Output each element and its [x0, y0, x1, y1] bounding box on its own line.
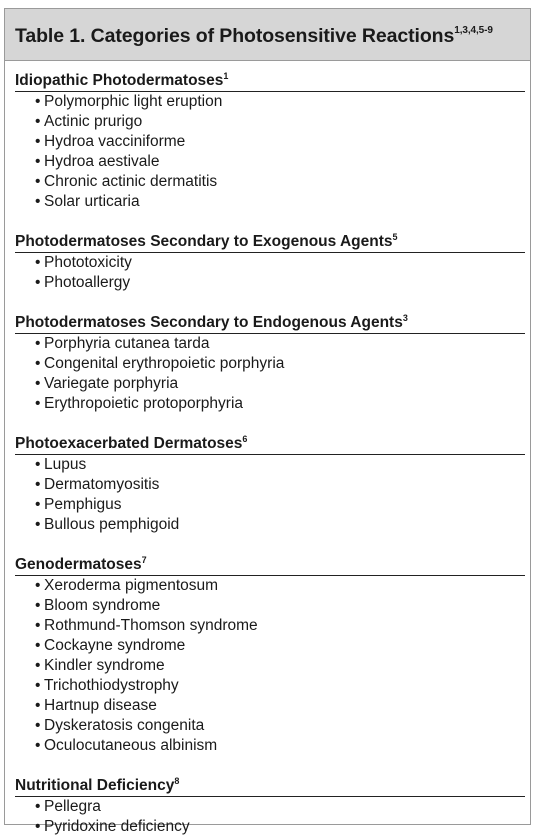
list-item-label: Porphyria cutanea tarda [44, 335, 210, 352]
list-item [15, 616, 530, 636]
bullet-icon: • [35, 798, 41, 815]
list-item-label: Bullous pemphigoid [44, 516, 180, 533]
list-item [15, 736, 530, 756]
bullet-icon: • [35, 113, 41, 130]
list-item [15, 92, 530, 112]
section-heading [15, 67, 525, 92]
bullet-icon: • [35, 818, 41, 835]
list-item [15, 253, 530, 273]
list-item-label: Cockayne syndrome [44, 637, 186, 654]
bullet-icon: • [35, 737, 41, 754]
bullet-icon: • [35, 476, 41, 493]
section-heading-ref: 8 [174, 776, 180, 786]
list-item [15, 374, 530, 394]
list-item [15, 354, 530, 374]
list-item-label: Congenital erythropoietic porphyria [44, 355, 285, 372]
list-item-label: Hydroa aestivale [44, 153, 160, 170]
list-item [15, 172, 530, 192]
list-item [15, 515, 530, 535]
section-item-list [15, 334, 530, 414]
section-item-list [15, 797, 530, 837]
section-item-list [15, 253, 530, 293]
list-item-label: Hydroa vacciniforme [44, 133, 186, 150]
section-heading-text: Photodermatoses Secondary to Endogenous Agents [15, 314, 403, 331]
list-item [15, 636, 530, 656]
section-heading-text: Genodermatoses [15, 556, 142, 573]
bullet-icon: • [35, 637, 41, 654]
table-section [15, 309, 530, 414]
section-heading [15, 430, 525, 455]
bullet-icon: • [35, 395, 41, 412]
list-item-label: Pemphigus [44, 496, 122, 513]
section-heading [15, 309, 525, 334]
list-item-label: Dyskeratosis congenita [44, 717, 205, 734]
list-item-label: Lupus [44, 456, 87, 473]
list-item [15, 152, 530, 172]
list-item [15, 596, 530, 616]
table-section [15, 551, 530, 756]
section-heading-ref: 1 [223, 71, 229, 81]
section-heading-text: Photoexacerbated Dermatoses [15, 435, 243, 452]
bullet-icon: • [35, 456, 41, 473]
list-item [15, 334, 530, 354]
table-body [5, 61, 530, 837]
section-heading-text: Idiopathic Photodermatoses [15, 72, 224, 89]
section-heading-text: Nutritional Deficiency [15, 777, 175, 794]
list-item [15, 716, 530, 736]
table-title-refs: 1,3,4,5-9 [454, 25, 493, 36]
bullet-icon: • [35, 193, 41, 210]
list-item-label: Erythropoietic protoporphyria [44, 395, 244, 412]
bullet-icon: • [35, 375, 41, 392]
table-section [15, 772, 530, 837]
table-section [15, 228, 530, 293]
list-item [15, 817, 530, 837]
list-item-label: Pyridoxine deficiency [44, 818, 190, 835]
bullet-icon: • [35, 93, 41, 110]
section-heading-ref: 5 [392, 232, 398, 242]
list-item [15, 455, 530, 475]
section-heading [15, 551, 525, 576]
list-item [15, 656, 530, 676]
section-heading [15, 228, 525, 253]
bullet-icon: • [35, 335, 41, 352]
table-section [15, 67, 530, 212]
bullet-icon: • [35, 657, 41, 674]
bullet-icon: • [35, 697, 41, 714]
bullet-icon: • [35, 577, 41, 594]
list-item-label: Xeroderma pigmentosum [44, 577, 219, 594]
section-heading [15, 772, 525, 797]
bullet-icon: • [35, 133, 41, 150]
section-heading-ref: 3 [402, 313, 408, 323]
list-item [15, 576, 530, 596]
list-item-label: Pellegra [44, 798, 101, 815]
list-item [15, 475, 530, 495]
list-item [15, 273, 530, 293]
list-item [15, 112, 530, 132]
list-item-label: Variegate porphyria [44, 375, 179, 392]
bullet-icon: • [35, 153, 41, 170]
list-item-label: Polymorphic light eruption [44, 93, 223, 110]
bullet-icon: • [35, 274, 41, 291]
list-item-label: Bloom syndrome [44, 597, 161, 614]
table-section [15, 430, 530, 535]
bullet-icon: • [35, 496, 41, 513]
list-item [15, 394, 530, 414]
bullet-icon: • [35, 597, 41, 614]
list-item-label: Solar urticaria [44, 193, 140, 210]
bullet-icon: • [35, 254, 41, 271]
section-item-list [15, 576, 530, 756]
list-item-label: Rothmund-Thomson syndrome [44, 617, 258, 634]
list-item-label: Trichothiodystrophy [44, 677, 179, 694]
section-item-list [15, 455, 530, 535]
bullet-icon: • [35, 677, 41, 694]
list-item [15, 797, 530, 817]
list-item [15, 676, 530, 696]
list-item-label: Oculocutaneous albinism [44, 737, 218, 754]
table-title-bar [5, 9, 530, 61]
list-item-label: Dermatomyositis [44, 476, 160, 493]
list-item [15, 132, 530, 152]
section-heading-text: Photodermatoses Secondary to Exogenous Agents [15, 233, 393, 250]
list-item-label: Hartnup disease [44, 697, 157, 714]
list-item-label: Phototoxicity [44, 254, 132, 271]
list-item [15, 495, 530, 515]
list-item [15, 192, 530, 212]
bullet-icon: • [35, 516, 41, 533]
list-item [15, 696, 530, 716]
categories-table [4, 8, 531, 835]
list-item-label: Kindler syndrome [44, 657, 165, 674]
list-item-label: Actinic prurigo [44, 113, 143, 130]
section-heading-ref: 6 [242, 434, 248, 444]
list-item-label: Photoallergy [44, 274, 131, 291]
section-heading-ref: 7 [141, 555, 147, 565]
section-item-list [15, 92, 530, 212]
bullet-icon: • [35, 717, 41, 734]
bullet-icon: • [35, 617, 41, 634]
list-item-label: Chronic actinic dermatitis [44, 173, 218, 190]
table-title: Table 1. Categories of Photosensitive Reactions [15, 25, 455, 47]
bullet-icon: • [35, 173, 41, 190]
bullet-icon: • [35, 355, 41, 372]
